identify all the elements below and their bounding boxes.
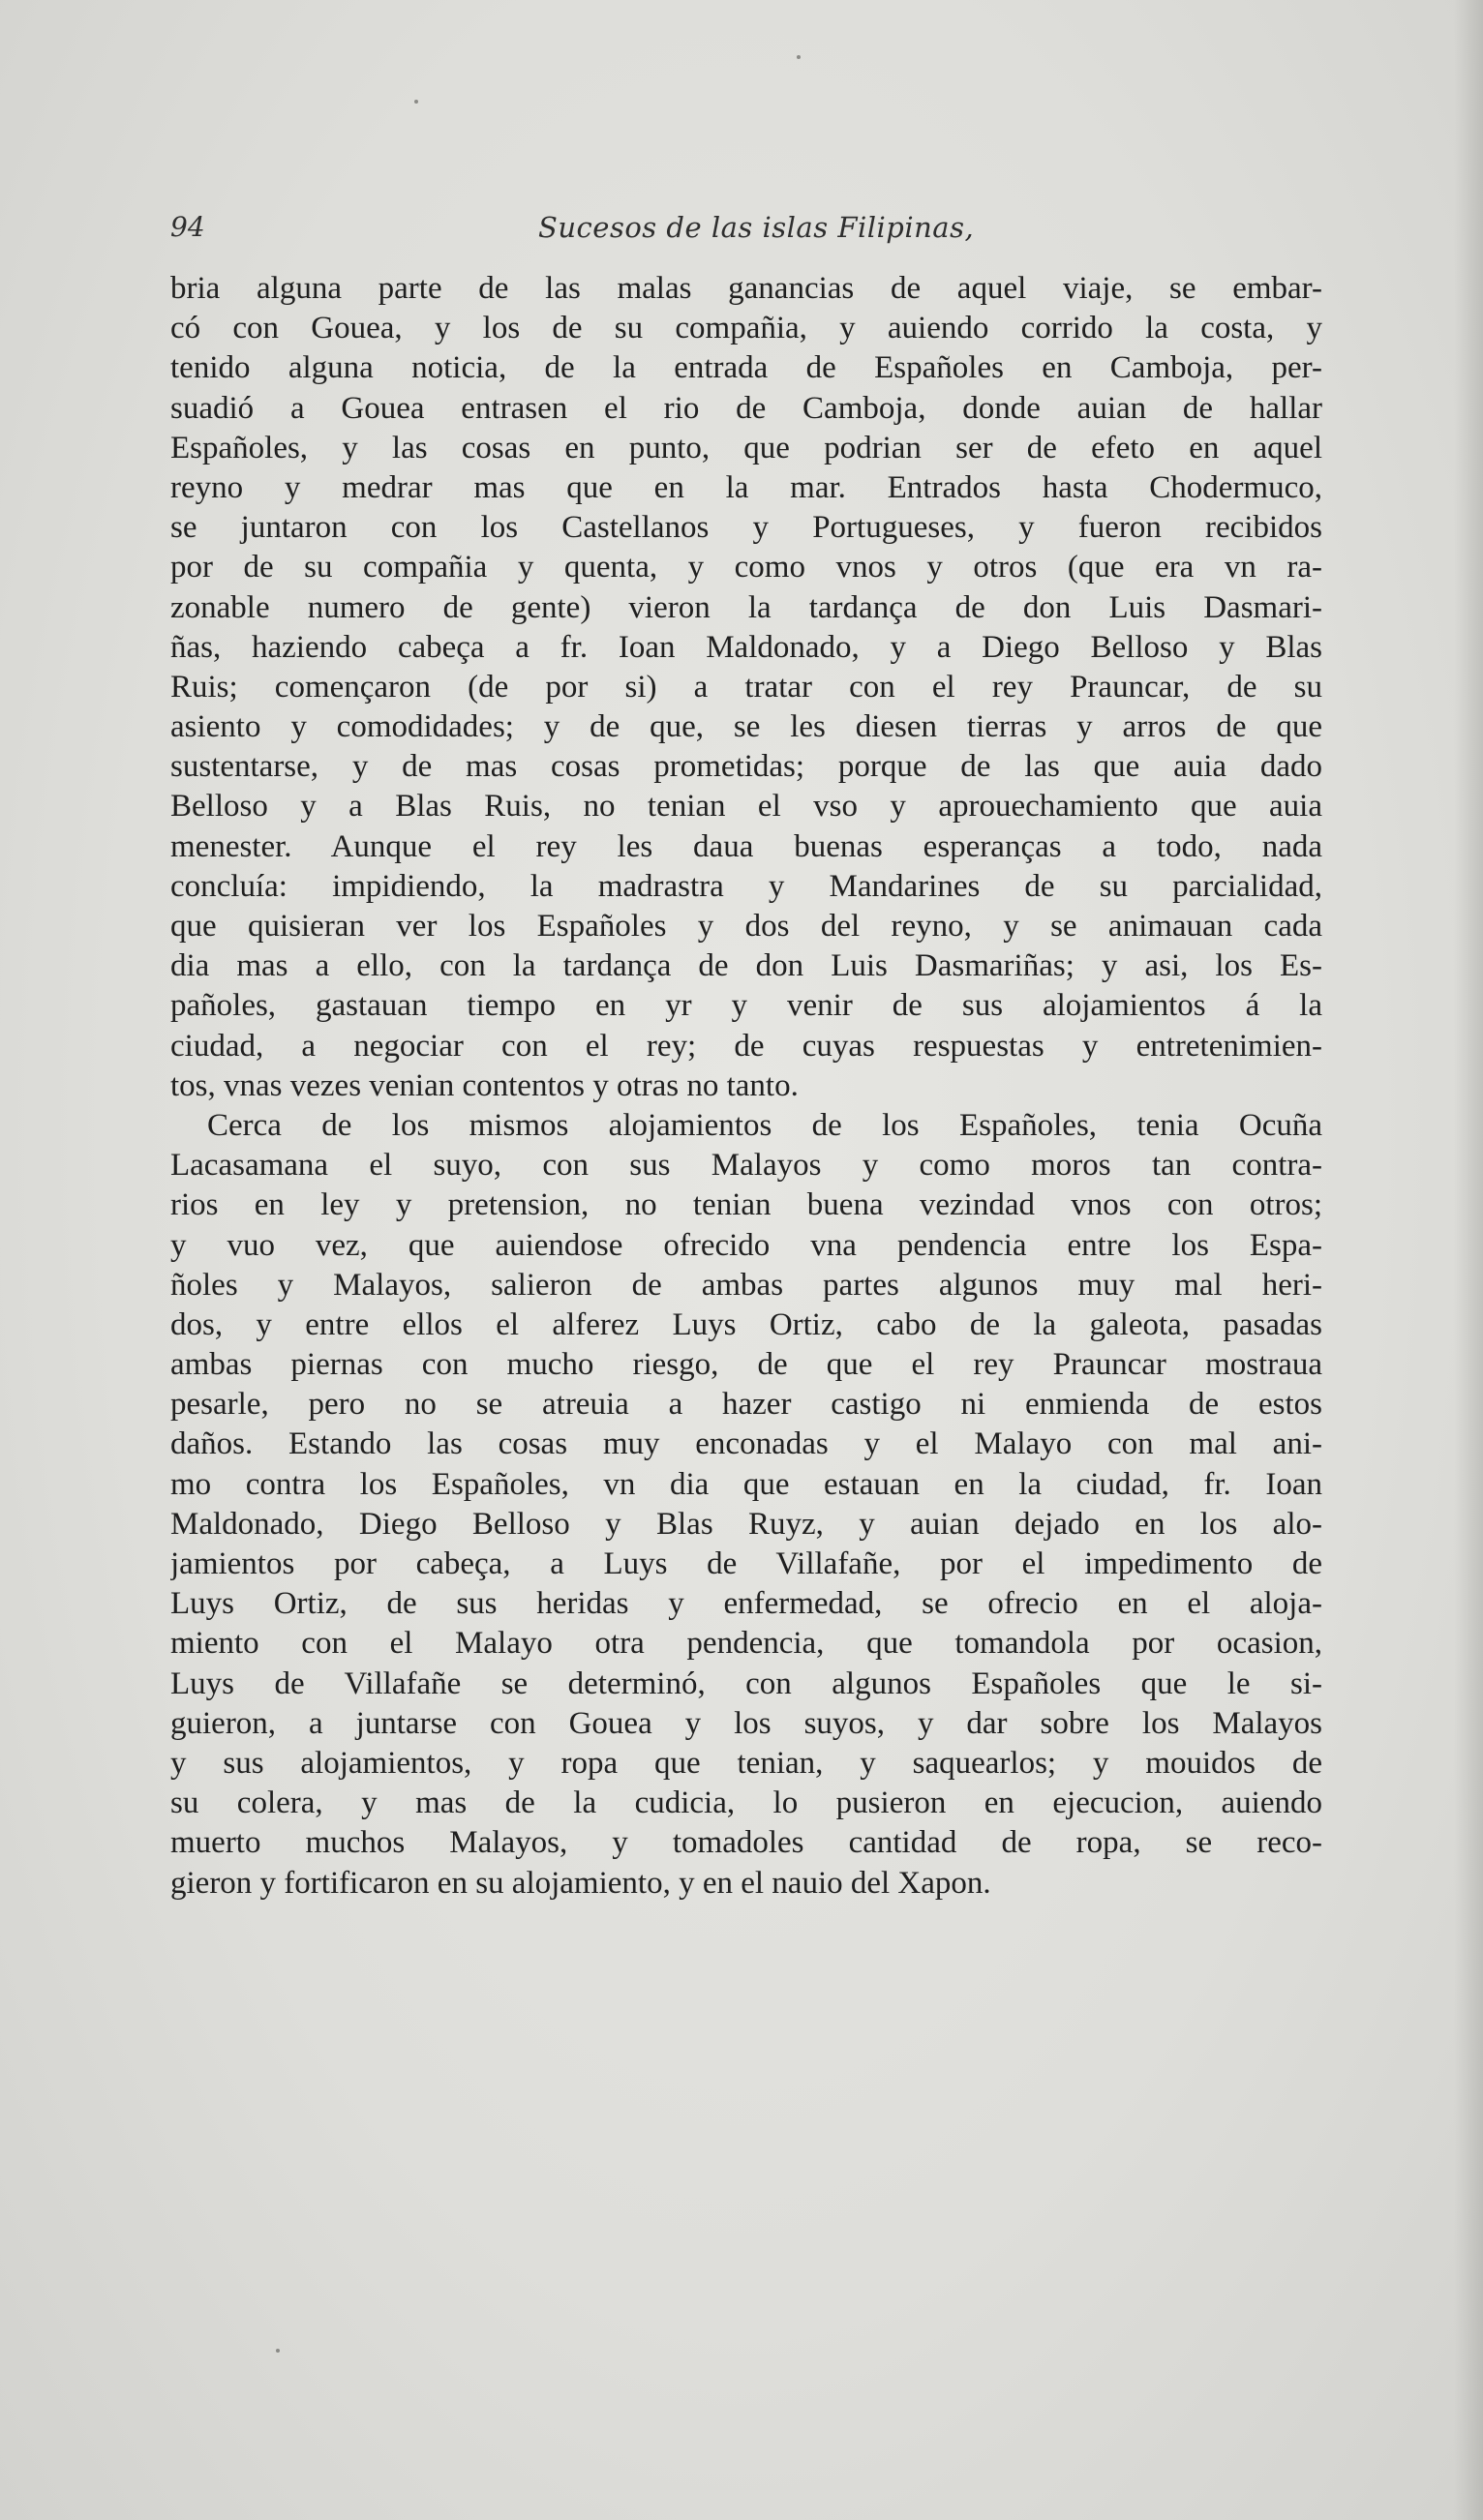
text-line: concluía: impidiendo, la madrastra y Mandarines de su parcialidad, [170, 868, 1322, 904]
text-line: daños. Estando las cosas muy enconadas y el Malayo con mal ani- [170, 1426, 1322, 1462]
running-header [170, 211, 1322, 254]
text-line: se juntaron con los Castellanos y Portugueses, y fueron recibidos [170, 510, 1322, 546]
text-line: miento con el Malayo otra pendencia, que tomandola por ocasion, [170, 1626, 1322, 1662]
text-line: por de su compañia y quenta, y como vnos y otros (que era vn ra- [170, 550, 1322, 585]
text-line: Luys de Villafañe se determinó, con algunos Españoles que le si- [170, 1665, 1322, 1701]
text-line: pesarle, pero no se atreuia a hazer castigo ni enmienda de estos [170, 1387, 1322, 1423]
text-line: asiento y comodidades; y de que, se les diesen tierras y arros de que [170, 709, 1322, 745]
text-line: Belloso y a Blas Ruis, no tenian el vso y aprouechamiento que auia [170, 789, 1322, 825]
text-line: mo contra los Españoles, vn dia que estauan en la ciudad, fr. Ioan [170, 1466, 1322, 1502]
text-line: reyno y medrar mas que en la mar. Entrados hasta Chodermuco, [170, 469, 1322, 505]
text-line: bria alguna parte de las malas ganancias de aquel viaje, se embar- [170, 271, 1322, 306]
text-line: dos, y entre ellos el alferez Luys Ortiz, cabo de la galeota, pasadas [170, 1306, 1322, 1342]
text-line: muerto muchos Malayos, y tomadoles cantidad de ropa, se reco- [170, 1825, 1322, 1861]
text-line: Cerca de los mismos alojamientos de los Españoles, tenia Ocuña [207, 1107, 1322, 1143]
text-line: suadió a Gouea entrasen el rio de Camboja, donde auian de hallar [170, 390, 1322, 426]
text-line: y vuo vez, que auiendose ofrecido vna pendencia entre los Espa- [170, 1227, 1322, 1263]
text-line: zonable numero de gente) vieron la tardança de don Luis Dasmari- [170, 589, 1322, 625]
text-line: y sus alojamientos, y ropa que tenian, y saquearlos; y mouidos de [170, 1745, 1322, 1781]
text-line: dia mas a ello, con la tardança de don Luis Dasmariñas; y asi, los Es- [170, 948, 1322, 984]
text-line: Maldonado, Diego Belloso y Blas Ruyz, y auian dejado en los alo- [170, 1506, 1322, 1542]
text-line: jamientos por cabeça, a Luys de Villafañe, por el impedimento de [170, 1546, 1322, 1581]
text-line: Ruis; començaron (de por si) a tratar con el rey Prauncar, de su [170, 669, 1322, 705]
text-line: ñoles y Malayos, salieron de ambas partes algunos muy mal heri- [170, 1267, 1322, 1303]
text-line: ambas piernas con mucho riesgo, de que el rey Prauncar mostraua [170, 1347, 1322, 1383]
text-line: sustentarse, y de mas cosas prometidas; porque de las que auia dado [170, 749, 1322, 785]
text-line: tos, vnas vezes venian contentos y otras no tanto. [170, 1067, 799, 1103]
text-line: có con Gouea, y los de su compañia, y auiendo corrido la costa, y [170, 311, 1322, 346]
paragraph [170, 269, 1322, 1106]
page-number: 94 [170, 211, 205, 243]
text-line: tenido alguna noticia, de la entrada de Españoles en Camboja, per- [170, 350, 1322, 386]
text-line: Españoles, y las cosas en punto, que podrian ser de efeto en aquel [170, 430, 1322, 465]
speck [797, 55, 801, 59]
body-text [170, 269, 1322, 1904]
text-line: pañoles, gastauan tiempo en yr y venir de sus alojamientos á la [170, 988, 1322, 1024]
running-title: Sucesos de las islas Filipinas, [538, 211, 975, 244]
page-edge-shadow [1454, 0, 1483, 2520]
text-line: que quisieran ver los Españoles y dos del reyno, y se animauan cada [170, 909, 1322, 944]
text-line: guieron, a juntarse con Gouea y los suyos, y dar sobre los Malayos [170, 1705, 1322, 1741]
text-line: Luys Ortiz, de sus heridas y enfermedad, se ofrecio en el aloja- [170, 1586, 1322, 1622]
text-line: menester. Aunque el rey les daua buenas esperanças a todo, nada [170, 828, 1322, 864]
text-line: Lacasamana el suyo, con sus Malayos y como moros tan contra- [170, 1148, 1322, 1184]
text-line: rios en ley y pretension, no tenian buena vezindad vnos con otros; [170, 1187, 1322, 1223]
text-line: su colera, y mas de la cudicia, lo pusieron en ejecucion, auiendo [170, 1785, 1322, 1821]
paragraph [170, 1106, 1322, 1904]
speck [276, 2349, 280, 2353]
text-line: gieron y fortificaron en su alojamiento, y en el nauio del Xapon. [170, 1865, 991, 1901]
speck [414, 100, 418, 104]
text-line: ciudad, a negociar con el rey; de cuyas respuestas y entretenimien- [170, 1028, 1322, 1064]
text-line: ñas, haziendo cabeça a fr. Ioan Maldonado, y a Diego Belloso y Blas [170, 629, 1322, 665]
